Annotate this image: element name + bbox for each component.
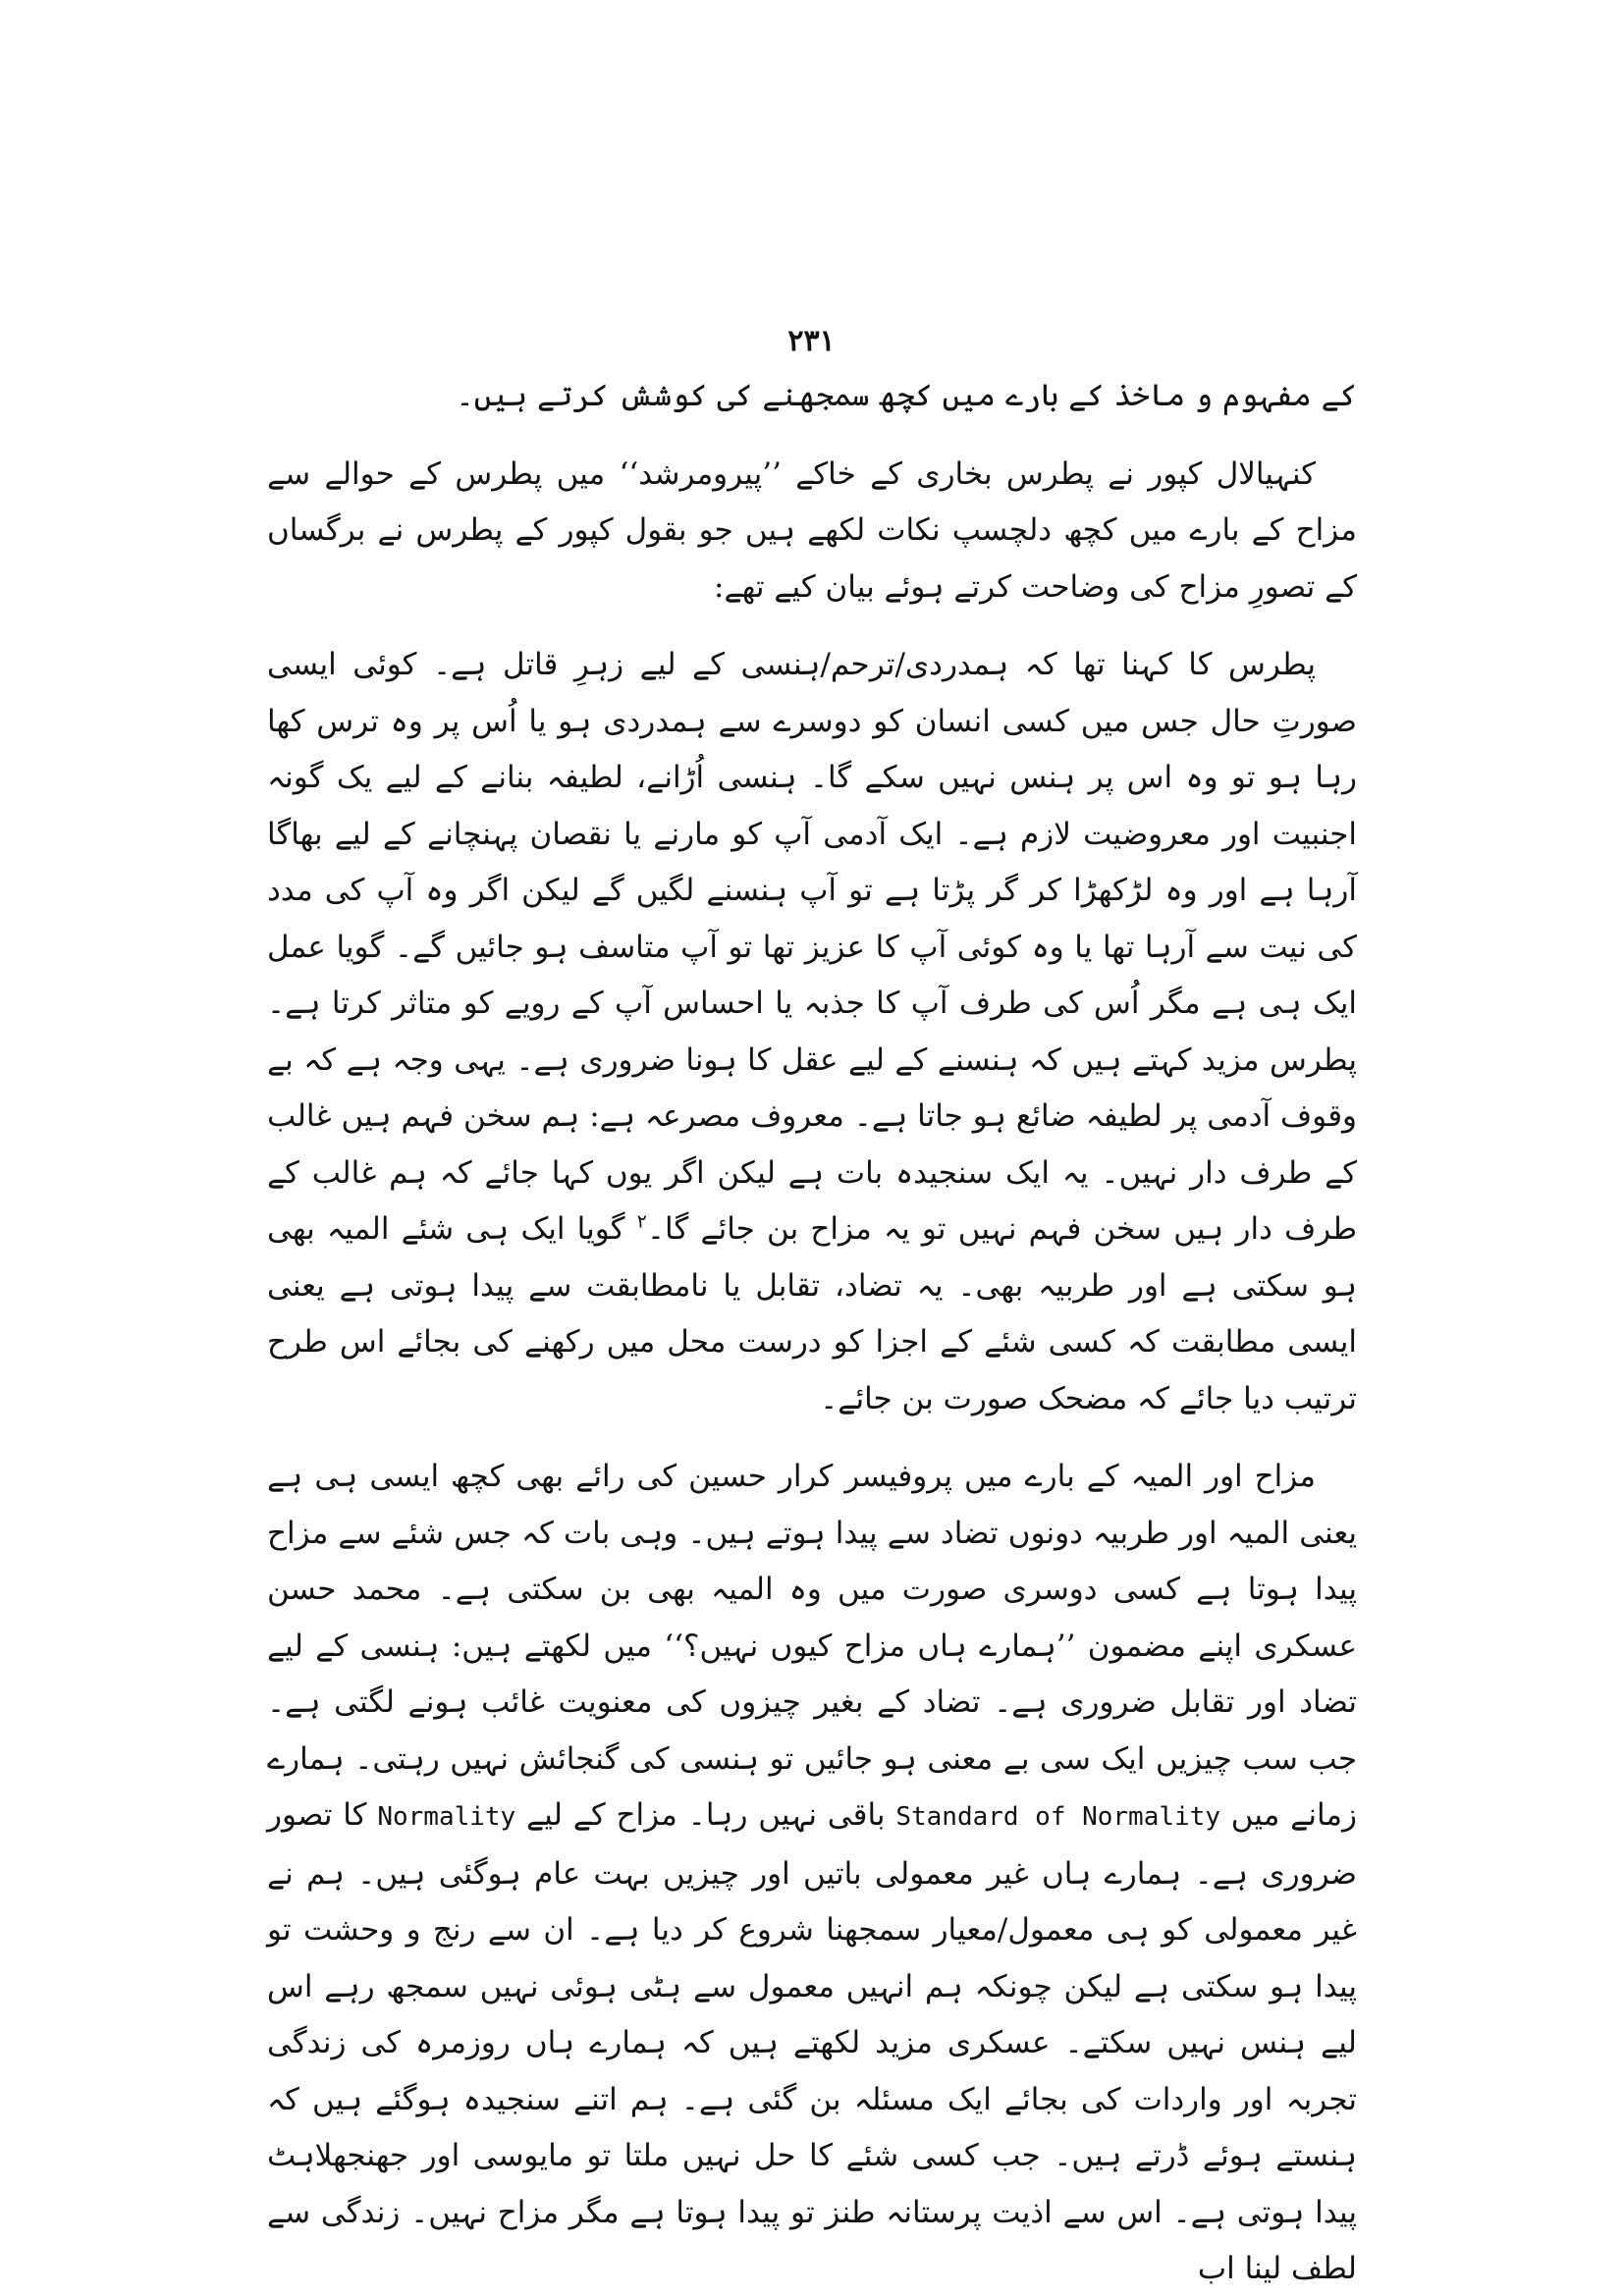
page-body: [267, 368, 1357, 2296]
english-word-normality: Normality: [377, 1802, 516, 1832]
footnote-marker: ۲: [636, 1210, 647, 1233]
paragraph-karrar-hussain: [267, 1449, 1357, 2296]
paragraph-kapoor: کنہیالال کپور نے پطرس بخاری کے خاکے ’’پیرومرشد‘‘ میں پطرس کے حوالے سے مزاح کے بارے میں کچھ دلچسپ نکات لکھے ہیں جو بقول کپور کے پطرس نے برگساں کے تصورِ مزاح کی وضاحت کرتے ہوئے بیان کیے تھے:: [267, 455, 1357, 605]
paragraph-patras-text-continued: گویا ایک ہی شئے المیہ بھی ہو سکتی ہے اور طربیہ بھی۔ یہ تضاد، تقابل یا نامطابقت سے پیدا ہوتی ہے یعنی ایسی مطابقت کہ کسی شئے کے اجزا کو درست محل میں رکھنے کی بجائے اس طرح ترتیب دیا جائے کہ مضحک صورت بن جائے۔: [267, 1211, 1357, 1416]
paragraph-patras-text: پطرس کا کہنا تھا کہ ہمدردی/ترحم/ہنسی کے لیے زہرِ قاتل ہے۔ کوئی ایسی صورتِ حال جس میں کسی انسان کو دوسرے سے ہمدردی ہو یا اُس پر وہ ترس کھا رہا ہو تو وہ اس پر ہنس نہیں سکے گا۔ ہنسی اُڑانے، لطیفہ بنانے کے لیے یک گونہ اجنبیت اور معروضیت لازم ہے۔ ایک آدمی آپ کو مارنے یا نقصان پہنچانے کے لیے بھاگا آرہا ہے اور وہ لڑکھڑا کر گر پڑتا ہے تو آپ ہنسنے لگیں گے لیکن اگر وہ آپ کی مدد کی نیت سے آرہا تھا یا وہ کوئی آپ کا عزیز تھا تو آپ متاسف ہو جائیں گے۔ گویا عمل ایک ہی ہے مگر اُس کی طرف آپ کا جذبہ یا احساس آپ کے رویے کو متاثر کرتا ہے۔ پطرس مزید کہتے ہیں کہ ہنسنے کے لیے عقل کا ہونا ضروری ہے۔ یہی وجہ ہے کہ بے وقوف آدمی پر لطیفہ ضائع ہو جاتا ہے۔ معروف مصرعہ ہے: ہم سخن فہم ہیں غالب کے طرف دار نہیں۔ یہ ایک سنجیدہ بات ہے لیکن اگر یوں کہا جائے کہ ہم غالب کے طرف دار ہیں سخن فہم نہیں تو یہ مزاح بن جائے گا۔: [267, 647, 1357, 1247]
paragraph-patras-quote: [267, 637, 1357, 1427]
paragraph-karrar-text-end: کا تصور ضروری ہے۔ ہمارے ہاں غیر معمولی باتیں اور چیزیں بہت عام ہوگئی ہیں۔ ہم نے غیر معمولی کو ہی معمول/معیار سمجھنا شروع کر دیا ہے۔ ان سے رنج و وحشت تو پیدا ہو سکتی ہے لیکن چونکہ ہم انہیں معمول سے ہٹی ہوئی نہیں سمجھ رہے اس لیے ہنس نہیں سکتے۔ عسکری مزید لکھتے ہیں کہ ہمارے ہاں روزمرہ کی زندگی تجربہ اور واردات کی بجائے ایک مسئلہ بن گئی ہے۔ ہم اتنے سنجیدہ ہوگئے ہیں کہ ہنستے ہوئے ڈرتے ہیں۔ جب کسی شئے کا حل نہیں ملتا تو مایوسی اور جھنجھلاہٹ پیدا ہوتی ہے۔ اس سے اذیت پرستانہ طنز تو پیدا ہوتا ہے مگر مزاح نہیں۔ زندگی سے لطف لینا اب: [267, 1797, 1357, 2286]
paragraph-karrar-text: مزاح اور المیہ کے بارے میں پروفیسر کرار حسین کی رائے بھی کچھ ایسی ہی ہے یعنی المیہ اور طربیہ دونوں تضاد سے پیدا ہوتے ہیں۔ وہی بات کہ جس شئے سے مزاح پیدا ہوتا ہے کسی دوسری صورت میں وہ المیہ بھی بن سکتی ہے۔ محمد حسن عسکری اپنے مضمون ’’ہمارے ہاں مزاح کیوں نہیں؟‘‘ میں لکھتے ہیں: ہنسی کے لیے تضاد اور تقابل ضروری ہے۔ تضاد کے بغیر چیزوں کی معنویت غائب ہونے لگتی ہے۔ جب سب چیزیں ایک سی بے معنی ہو جائیں تو ہنسی کی گنجائش نہیں رہتی۔ ہمارے زمانے میں: [267, 1459, 1357, 1833]
paragraph-karrar-text-middle: باقی نہیں رہا۔ مزاح کے لیے: [526, 1797, 886, 1833]
page-number: ۲۳۱: [787, 324, 836, 358]
english-phrase-standard-of-normality: Standard of Normality: [895, 1802, 1220, 1832]
paragraph-intro: کے مفہوم و ماخذ کے بارے میں کچھ سمجھنے کی کوشش کرتے ہیں۔: [456, 378, 1357, 413]
